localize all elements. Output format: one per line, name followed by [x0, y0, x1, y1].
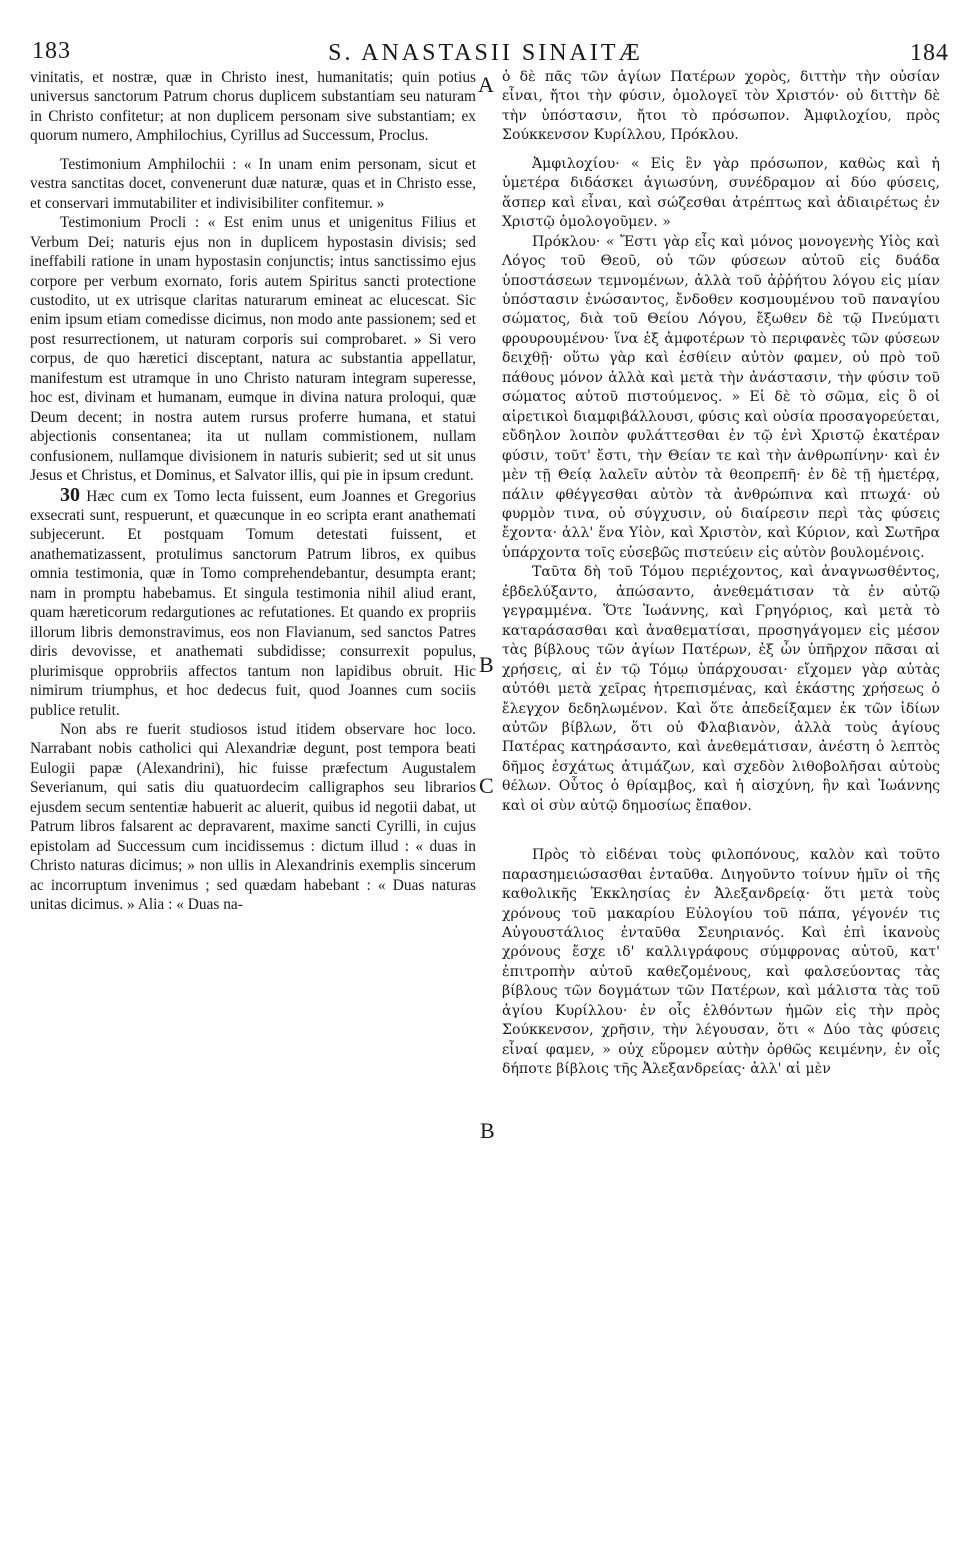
page-number-right: 184 [910, 40, 949, 66]
paragraph-number: 30 [60, 483, 80, 506]
greek-paragraph-note: Πρὸς τὸ εἰδέναι τοὺς φιλοπόνους, καλὸν καὶ τοῦτο παρασημειώσασθαι ἐνταῦθα. Διηγοῦντο τοίνυν ἡμῖν οἱ τῆς καθολικῆς Ἐκκλησίας ἐν Ἀλεξανδρείᾳ· ὅτι μετὰ τοὺς χρόνους τοῦ μακαρίου Εὐλογίου τοῦ πάπα, γέγονέν τις Αὐγουστάλιος ἐνταῦθα Σευηριανός. Καὶ ἐπὶ ἱκανοὺς χρόνους ἔσχε ιδ' καλλιγράφους σύμφρονας αὐτοῦ, κατ' ἐπιτροπὴν αὐτοῦ καθεζομένους, καὶ φαλσεύοντας τὰς βίβλους τῶν δογμάτων τῶν Πατέρων, καὶ μάλιστα τὰς τοῦ ἁγίου Κυρίλλου· ἐν οἷς ἐλθόντων ἡμῶν εἰς τὴν πρὸς Σούκκενσον, χρῆσιν, τὴν λέγουσαν, ὅτι « Δύο τὰς φύσεις εἶναί φαμεν, » οὐχ εὕρομεν αὐτὴν ὀρθῶς κειμένην, ἐν οἷς δήποτε βίβλοις τῆς Ἀλεξανδρείας· ἀλλ' αἱ μὲν [502, 847, 940, 1078]
greek-paragraph-proclus: Πρόκλου· « Ἔστι γὰρ εἷς καὶ μόνος μονογενὴς Υἱὸς καὶ Λόγος τοῦ Θεοῦ, οὐ τῶν φύσεων αὐτοῦ εἰς δυάδα ὑποστάσεων τεμνομένων, ἀλλὰ τοῦ ἀῤῥήτου λόγου εἰς μίαν ὑπόστασιν ἑνώσαντος, ἔνδοθεν κοσμουμένου τοῦ παναγίου σώματος, διὰ τοῦ Θείου Λόγου, ἔξωθεν δὲ τῷ Πνεύματι φρουρουμένου· ἵνα ἐξ ἀμφοτέρων τὸ περιφανὲς τῶν φύσεων δειχθῇ· οὕτω γὰρ καὶ ἐσθίειν αὐτὸν φαμεν, οὐ πρὸ τοῦ πάθους μόνον ἀλλὰ καὶ μετὰ τὴν ἀνάστασιν, τὴν φύσιν τοῦ σώματος αὐτοῦ πιστούμενος. » Εἰ δὲ τὸ σῶμα, εἰς ὃ οἱ αἱρετικοὶ διαμφιβάλλουσι, φύσις καὶ οὐσία προσαγορεύεται, εὔδηλον λοιπὸν φυλάττεσθαι ἐν τῷ ἑνὶ Χριστῷ ἑκατέραν φύσιν, τοῦτ' ἔστι, τὴν Θείαν τε καὶ τὴν ἀνθρωπίνην· καὶ ἐν μὲν τῇ Θείᾳ λαλεῖν αὐτὸν τὰ θεοπρεπῆ· ἐν δὲ τῇ ἡμετέρᾳ, πάλιν φθέγγεσθαι αὐτὸν τὰ ἀνθρώπινα καὶ πτωχά· οὐ φυρμὸν τινα, οὐ σύγχυσιν, οὐ διαίρεσιν περὶ τὰς φύσεις ἔχοντα· ἀλλ' ἕνα Υἱὸν, καὶ Χριστὸν, καὶ Κύριον, καὶ Σωτῆρα ὑπάρχοντα τοῖς εὐσεβῶς πιστεύειν εἰς αὐτὸν βουλομένοις. [502, 233, 940, 561]
latin-paragraph-30 [30, 483, 476, 720]
latin-paragraph-note: Non abs re fuerit studiosos istud itidem observare hoc loco. Narrabant nobis catholici qui Alexandriæ degunt, post tempora beati Eulogii papæ (Alexandrini), hic fuisse præfectum Augustalem Severianum, qui satis diu quatuordecim calligraphos seu librarios ejusdem secum sententiæ habuerit ac aluerit, quibus id negotii dabat, ut Patrum libros falsarent ac depravarent, maxime sancti Cyrilli, in cujus epistolam ad Successum cum incidissemus : dictum illud : « duas in Christo naturas dicimus; » non ullis in Alexandrinis exemplis sincerum ac incorruptum invenimus ; sed quædam habebant : « Duas naturas unitas dicimus. » Alia : « Duas na- [30, 720, 476, 914]
greek-column [502, 68, 940, 1080]
greek-paragraph-tome: Ταῦτα δὴ τοῦ Τόμου περιέχοντος, καὶ ἀναγνωσθέντος, ἐβδελύξαντο, ἀπώσαντο, ἀνεθεμάτισαν τὰ ἐν αὐτῷ γεγραμμένα. Ὅτε Ἰωάννης, καὶ Γρηγόριος, καὶ μετὰ τὸ καταράσασθαι καὶ ἀναθεματίσαι, προσηγάγομεν εἰς μέσον τὰς βίβλους τῶν ἁγίων Πατέρων, ἐξ ὧν ὑπῆρχον πᾶσαι αἱ χρήσεις, αἱ ἐν τῷ Τόμῳ ὑπάρχουσαι· εἴχομεν γὰρ αὐτὰς αὐτόθι μετὰ χεῖρας ἡτρεπισμένας, καὶ ἑκάστης χρήσεως ὁ ἔλεγχον δεδηλωμένον. Καὶ ὅτε ἀπεδείξαμεν ἐκ τῶν ἰδίων αὐτῶν βίβλων, ὅτι οὐ Φλαβιανὸν, ἀλλὰ τοὺς ἁγίους Πατέρας κατηράσαντο, καὶ ἀνεθεμάτισαν, ἀνέστη ὁ λεπτὸς δῆμος ἐσχάτως ἀτιμάζων, καὶ σχεδὸν λιθοβολῆσαι αὐτοὺς θέλων. Οὗτος ὁ θρίαμβος, καὶ ἡ αἰσχύνη, ἣν καὶ Ἰωάννης καὶ οἱ σὺν αὐτῷ δημοσίως ἔπαθον. [502, 564, 940, 814]
running-title: S. ANASTASII SINAITÆ [328, 40, 643, 66]
greek-paragraph-amphilochius: Ἀμφιλοχίου· « Εἰς ἓν γὰρ πρόσωπον, καθὼς καὶ ἡ ὑμετέρα διδάσκει ἁγιωσύνη, συνέδραμον αἱ δύο φύσεις, ἅσπερ καὶ εἶναι, καὶ σώζεσθαι ἀτρέπτως καὶ ἀδιαιρέτως ἐν Χριστῷ ὁμολογοῦμεν. » [502, 155, 940, 231]
latin-paragraph-30-text: Hæc cum ex Tomo lecta fuissent, eum Joannes et Gregorius exsecrati sunt, respuerunt, et quæcunque in eo scripta erant anathemati subjecerunt. Et postquam Tomum detestati fuissent, et anathematizassent, protulimus sanctorum Patrum libros, ex quibus omnia testimonia, quæ in Tomo comprehendebantur, desumpta erant; nam in promptu habebamus. Et singula testimonia nihil aliud erant, quam hæreticorum redargutiones ac refutationes. Et quando ex propriis illorum libris demonstravimus, eos non Flavianum, sed sanctos Patres diris devovisse, et anathemati subdidisse; consurrexit populus, plurimisque opprobriis affectos tantum non lapidibus obruit. Hic nimirum triumphus, et hoc dedecus fuit, quod Joannes cum sociis publice retulit. [30, 487, 476, 719]
latin-paragraph-amphilochius: Testimonium Amphilochii : « In unam enim personam, sicut et vestra sanctitas docet, convenerunt duæ naturæ, quas et in Christo esse, et conservari immutabiliter et indivisibiliter confitemur. » [30, 155, 476, 212]
page-number-left: 183 [32, 38, 71, 64]
column-marker-c: C [479, 773, 494, 798]
latin-paragraph-proclus: Testimonium Procli : « Est enim unus et unigenitus Filius et Verbum Dei; naturis ejus non in duplicem hypostasin divisis; sed ineffabili ratione in unam hypostasin conjunctis; intus sanctissimo ejus corpore per verbum exornato, foris autem Spiritus sancti protectione custodito, ut ex utrisque claritas naturarum emineat ac elucescat. Sic enim ipsum etiam comedisse dicimus, non modo ante passionem; sed et post resurrectionem, ut naturam corporis sui comprobaret. » Si vero corpus, de quo hæretici disceptant, natura ac substantia appellatur, manifestum est utramque in uno Christo naturam integram superesse, hoc est, divinam et humanam, eumque in divina natura proloqui, quæ Deum decent; in nostra autem rursus proferre humana, et statui abjectionis consentanea; ita ut nullam commistionem, nullam confusionem, nullamque divisionem in naturis subierit; sed ut sit unus Jesus et Christus, et Dominus, et Salvator illis, qui pie in ipsum credunt. [30, 214, 476, 485]
latin-paragraph-1: vinitatis, et nostræ, quæ in Christo inest, humanitatis; quin potius universus sanctorum Patrum chorus duplicem substantiam seu naturam in Christo confitetur; at non duplicem personam sive substantiam; ex quorum numero, Amphilochius, Cyrillus ad Successum, Proclus. [30, 69, 476, 145]
latin-column [30, 68, 476, 914]
column-marker-b: B [479, 652, 494, 677]
column-marker-a: A [478, 72, 494, 97]
greek-paragraph-1: ὁ δὲ πᾶς τῶν ἁγίων Πατέρων χορὸς, διττὴν τὴν οὐσίαν εἶναι, ἤτοι τὴν φύσιν, ὁμολογεῖ τὸν Χριστόν· οὐ διττὴν δὲ τὴν ὑπόστασιν, ἤτοι τὸ πρόσωπον. Ἀμφιλοχίου, πρὸς Σούκκενσον Κυρίλλου, Πρόκλου. [502, 69, 940, 144]
page-header [0, 0, 971, 66]
column-marker-b-second: B [480, 1118, 495, 1143]
